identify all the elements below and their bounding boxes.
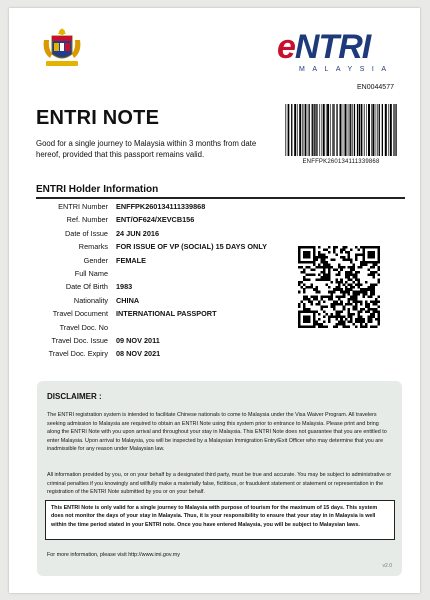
field-row-nationality [36,294,286,307]
field-label: Full Name [74,268,108,278]
field-label: Ref. Number [66,215,108,225]
field-row-date-of-issue [36,227,286,240]
field-value: ENT/OF624/XEVCB156 [116,215,195,225]
intro-text: Good for a single journey to Malaysia within 3 months from date hereof, provided that this passport remains valid. [36,139,257,159]
field-value: FOR ISSUE OF VP (SOCIAL) 15 DAYS ONLY [116,242,267,252]
page-title: ENTRI NOTE [36,107,160,129]
disclaimer-paragraph: The ENTRI registration system is intended to facilitate Chinese nationals to come to Malaysia under the Visa Waiver Program. All travelers seeking admission to Malaysia are required to obtain an ENTRI Note using this system prior to entrance to Malaysia. Please print and bring along the ENTRI Note with you upon arrival and throughout your stay in Malaysia. This ENTRI Note does not guarantee that you are entitled to enter Malaysia. Upon arrival to Malaysia, you will be inspected by a Malaysian Immigration Entry/Exit Officer who may determine that you are inadmissible for any reason under Malaysian law. [47,412,387,453]
malaysia-coat-of-arms-icon [40,26,84,70]
field-row-travel-doc-issue [36,334,286,347]
logo-letters: NTRI [294,28,371,66]
field-row-full-name [36,267,286,280]
disclaimer-panel [37,381,402,576]
logo-subtitle: MALAYSIA [299,66,394,73]
field-value: FEMALE [116,255,146,265]
entri-logo-icon [277,30,395,73]
field-label: Travel Document [52,309,108,319]
field-row-remarks [36,240,286,253]
field-value: ENFFPK260134111339868 [116,202,206,211]
more-info-text: For more information, please visit http://www.imi.gov.my [47,552,180,558]
barcode-number: ENFFPK260134111339868 [302,159,380,165]
entri-note-page [9,8,420,593]
field-label: Travel Doc. Expiry [48,349,108,359]
field-row-gender [36,254,286,267]
serial-number: EN0044577 [357,84,394,91]
field-value: INTERNATIONAL PASSPORT [116,309,217,319]
field-row-travel-doc-no [36,321,286,334]
qr-code-icon [298,246,380,328]
field-value: 1983 [116,282,133,292]
field-label: Date of Issue [65,228,108,238]
field-label: ENTRI Number [58,202,108,211]
field-label: Travel Doc. No [59,322,108,332]
holder-fields [36,200,286,361]
field-value: 24 JUN 2016 [116,228,160,238]
field-label: Gender [83,255,108,265]
field-row-ref-number [36,213,286,226]
version-label: v2.0 [382,563,392,569]
field-label: Date Of Birth [65,282,108,292]
field-label: Travel Doc. Issue [51,335,108,345]
field-label: Nationality [73,295,108,305]
disclaimer-paragraph: All information provided by you, or on your behalf by a designated third party, must be true and accurate. You may be subject to administrative or criminal penalties if you knowingly and willfully make a materially false, fictitious, or fraudulent statement or statement or representation in the registration of the ENTRI Note submitted by you or on your behalf. [47,472,392,496]
field-value: 08 NOV 2021 [116,349,161,359]
section-divider [36,197,405,199]
field-label: Remarks [78,242,108,252]
logo-letter-e: e [277,28,295,66]
field-value: CHINA [116,295,140,305]
field-value: 09 NOV 2011 [116,335,160,345]
field-row-travel-doc-expiry [36,347,286,360]
barcode-icon [285,104,397,156]
section-title: ENTRI Holder Information [36,184,159,195]
disclaimer-title: DISCLAIMER : [47,392,102,401]
field-row-entri-number [36,200,286,213]
field-row-travel-document [36,307,286,320]
validity-notice: This ENTRI Note is only valid for a single journey to Malaysia with purpose of tourism for the maximum of 15 days. This system does not monitor the days of your stay in Malaysia. Thus, it is your responsibility to ensure that your stay in in Malaysia is well within the time period stated in your ENTRI note. Once you have entered Malaysia, you will be subject to Malaysian laws. [45,500,395,540]
field-row-date-of-birth [36,280,286,293]
